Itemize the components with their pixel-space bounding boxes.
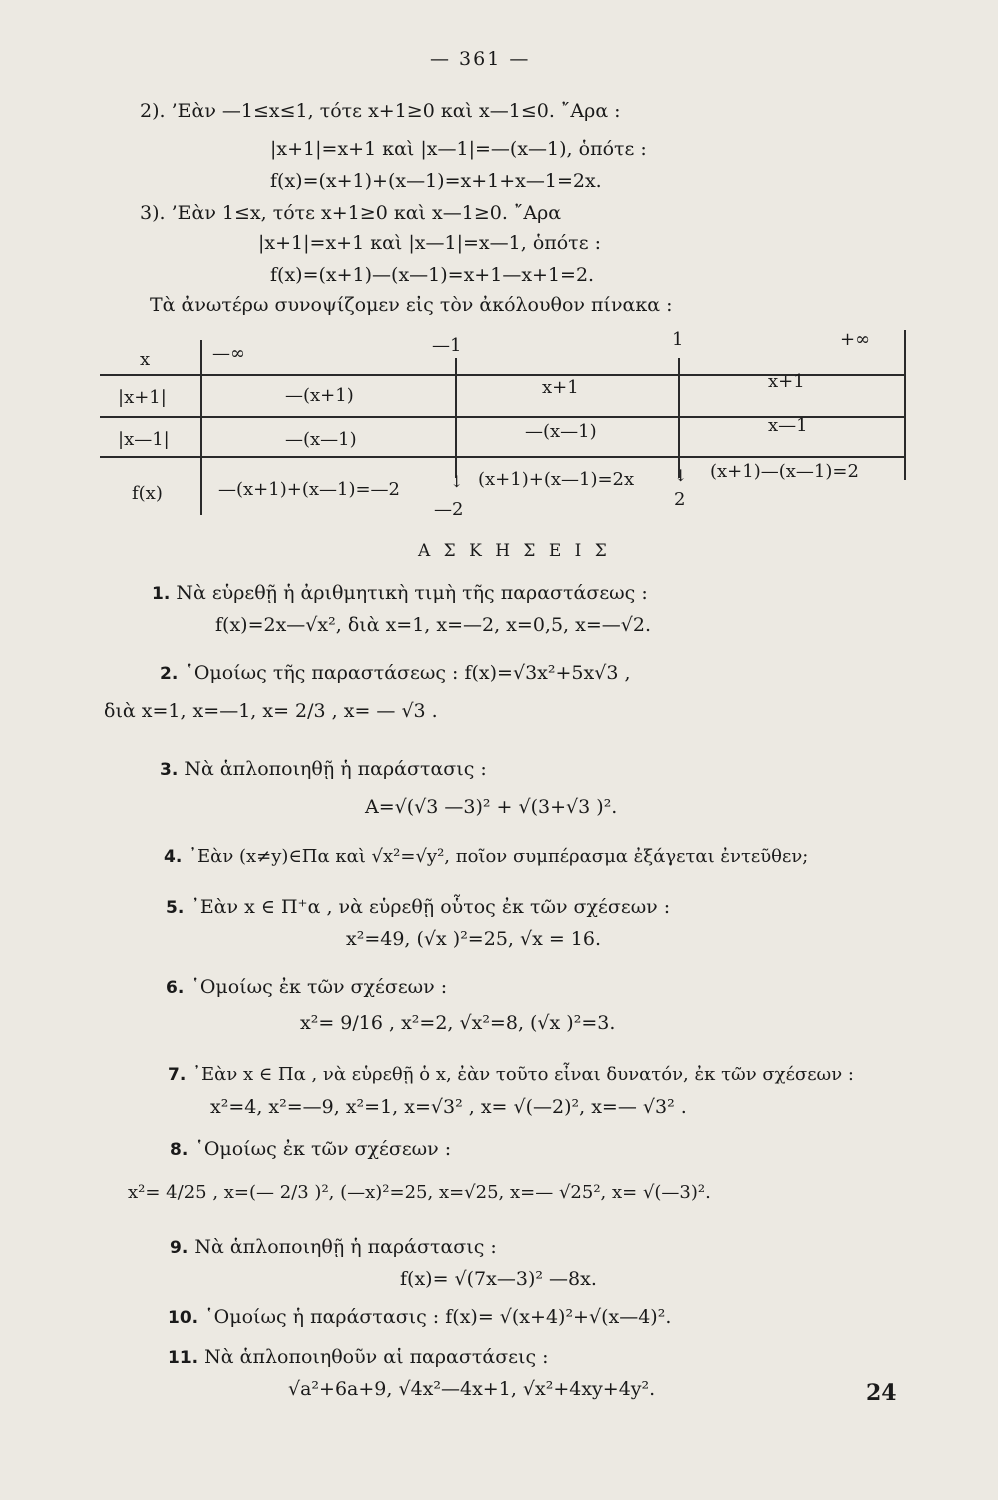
- exercise-text: Νὰ εὑρεθῇ ἡ ἀριθμητικὴ τιμὴ τῆς παραστάσεως :: [176, 582, 648, 604]
- table-cell: x—1: [768, 415, 808, 436]
- exercise-formula: x²=4, x²=—9, x²=1, x=√3² , x= √(—2)², x=— √3² .: [210, 1096, 687, 1118]
- exercise-text: Νὰ ἁπλοποιηθῇ ἡ παράστασις :: [184, 758, 487, 780]
- exercise-number: 1.: [152, 584, 171, 604]
- down-arrow-icon: ↓: [674, 466, 688, 485]
- exercise-text: ᾿Εὰν (x≠y)∈Πα καὶ √x²=√y², ποῖον συμπέρασμα ἐξάγεται ἐντεῦθεν;: [188, 846, 809, 867]
- table-divider: [200, 340, 202, 515]
- table-cell: —(x+1): [285, 385, 354, 406]
- exercise-formula: x²= 4/25 , x=(— 2/3 )², (—x)²=25, x=√25, x=— √25², x= √(—3)².: [128, 1182, 711, 1203]
- exercise-number: 11.: [168, 1348, 199, 1368]
- page-number-header: — 361 —: [430, 48, 531, 70]
- table-cell: (x+1)+(x—1)=2x: [478, 469, 635, 490]
- exercise-text: ῾Ομοίως ἡ παράστασις : f(x)= √(x+4)²+√(x—4)².: [204, 1306, 672, 1328]
- exercise-formula: x²=49, (√x )²=25, √x = 16.: [346, 928, 602, 950]
- x-point: +∞: [840, 329, 871, 350]
- exercise-number: 3.: [160, 760, 179, 780]
- text-line: 2). ’Εὰν —1≤x≤1, τότε x+1≥0 καὶ x—1≤0. ῎Αρα :: [140, 100, 621, 122]
- sign-table: [100, 330, 910, 520]
- page-number-footer: 24: [866, 1380, 897, 1406]
- text-line: Τὰ ἀνωτέρω συνοψίζομεν εἰς τὸν ἀκόλουθον πίνακα :: [150, 294, 673, 316]
- table-cell: —(x—1): [525, 421, 597, 442]
- exercise-number: 4.: [164, 847, 183, 867]
- exercise-number: 7.: [168, 1065, 187, 1085]
- exercise-number: 2.: [160, 664, 179, 684]
- exercise-number: 8.: [170, 1140, 189, 1160]
- down-arrow-icon: ↓: [450, 472, 464, 491]
- x-point: 1: [672, 329, 684, 350]
- table-divider: [678, 358, 680, 478]
- table-cell: —(x—1): [285, 429, 357, 450]
- exercise-number: 6.: [166, 978, 185, 998]
- row-label-abs-x-minus-1: |x—1|: [118, 429, 170, 450]
- text-line: 3). ’Εὰν 1≤x, τότε x+1≥0 καὶ x—1≥0. ῎Αρα: [140, 202, 562, 224]
- table-divider: [455, 358, 457, 478]
- exercise-number: 9.: [170, 1238, 189, 1258]
- exercise-text: ᾿Εὰν x ∈ Πα , νὰ εὑρεθῇ ὁ x, ἐὰν τοῦτο εἶναι δυνατόν, ἐκ τῶν σχέσεων :: [192, 1064, 854, 1085]
- text-line: |x+1|=x+1 καὶ |x—1|=x—1, ὁπότε :: [258, 232, 601, 254]
- point-value: 2: [674, 489, 686, 510]
- table-cell: (x+1)—(x—1)=2: [710, 461, 859, 482]
- table-cell: —(x+1)+(x—1)=—2: [218, 479, 400, 500]
- row-label-x: x: [140, 349, 151, 370]
- exercise-formula: f(x)= √(7x—3)² —8x.: [400, 1268, 597, 1290]
- exercise-formula: x²= 9/16 , x²=2, √x²=8, (√x )²=3.: [300, 1012, 616, 1034]
- text-line: |x+1|=x+1 καὶ |x—1|=—(x—1), ὁπότε :: [270, 138, 647, 160]
- exercise-number: 5.: [166, 898, 185, 918]
- exercise-text: ῾Ομοίως ἐκ τῶν σχέσεων :: [194, 1138, 452, 1160]
- exercise-number: 10.: [168, 1308, 199, 1328]
- exercise-text: Νὰ ἁπλοποιηθῇ ἡ παράστασις :: [194, 1236, 497, 1258]
- exercise-text: ῾Ομοίως ἐκ τῶν σχέσεων :: [190, 976, 448, 998]
- row-label-fx: f(x): [132, 483, 163, 504]
- exercise-formula: A=√(√3 —3)² + √(3+√3 )².: [365, 796, 618, 818]
- text-line: f(x)=(x+1)—(x—1)=x+1—x+1=2.: [270, 264, 595, 286]
- exercises-heading: Α Σ Κ Η Σ Ε Ι Σ: [418, 541, 611, 561]
- table-divider: [100, 456, 906, 458]
- text-line: f(x)=(x+1)+(x—1)=x+1+x—1=2x.: [270, 170, 602, 192]
- exercise-formula: √a²+6a+9, √4x²—4x+1, √x²+4xy+4y².: [288, 1378, 656, 1400]
- point-value: —2: [434, 499, 464, 520]
- x-point: —1: [432, 335, 462, 356]
- exercise-formula: διὰ x=1, x=—1, x= 2/3 , x= — √3 .: [104, 700, 438, 722]
- exercise-text: Νὰ ἁπλοποιηθοῦν αἱ παραστάσεις :: [204, 1346, 549, 1368]
- row-label-abs-x-plus-1: |x+1|: [118, 387, 167, 408]
- table-cell: x+1: [768, 371, 805, 392]
- x-point: —∞: [212, 343, 245, 364]
- table-cell: x+1: [542, 377, 579, 398]
- exercise-text: ῾Ομοίως τῆς παραστάσεως : f(x)=√3x²+5x√3 ,: [184, 662, 631, 684]
- exercise-text: ᾿Εὰν x ∈ Π⁺α , νὰ εὑρεθῇ οὗτος ἐκ τῶν σχέσεων :: [190, 896, 671, 918]
- exercise-formula: f(x)=2x—√x², διὰ x=1, x=—2, x=0,5, x=—√2.: [215, 614, 651, 636]
